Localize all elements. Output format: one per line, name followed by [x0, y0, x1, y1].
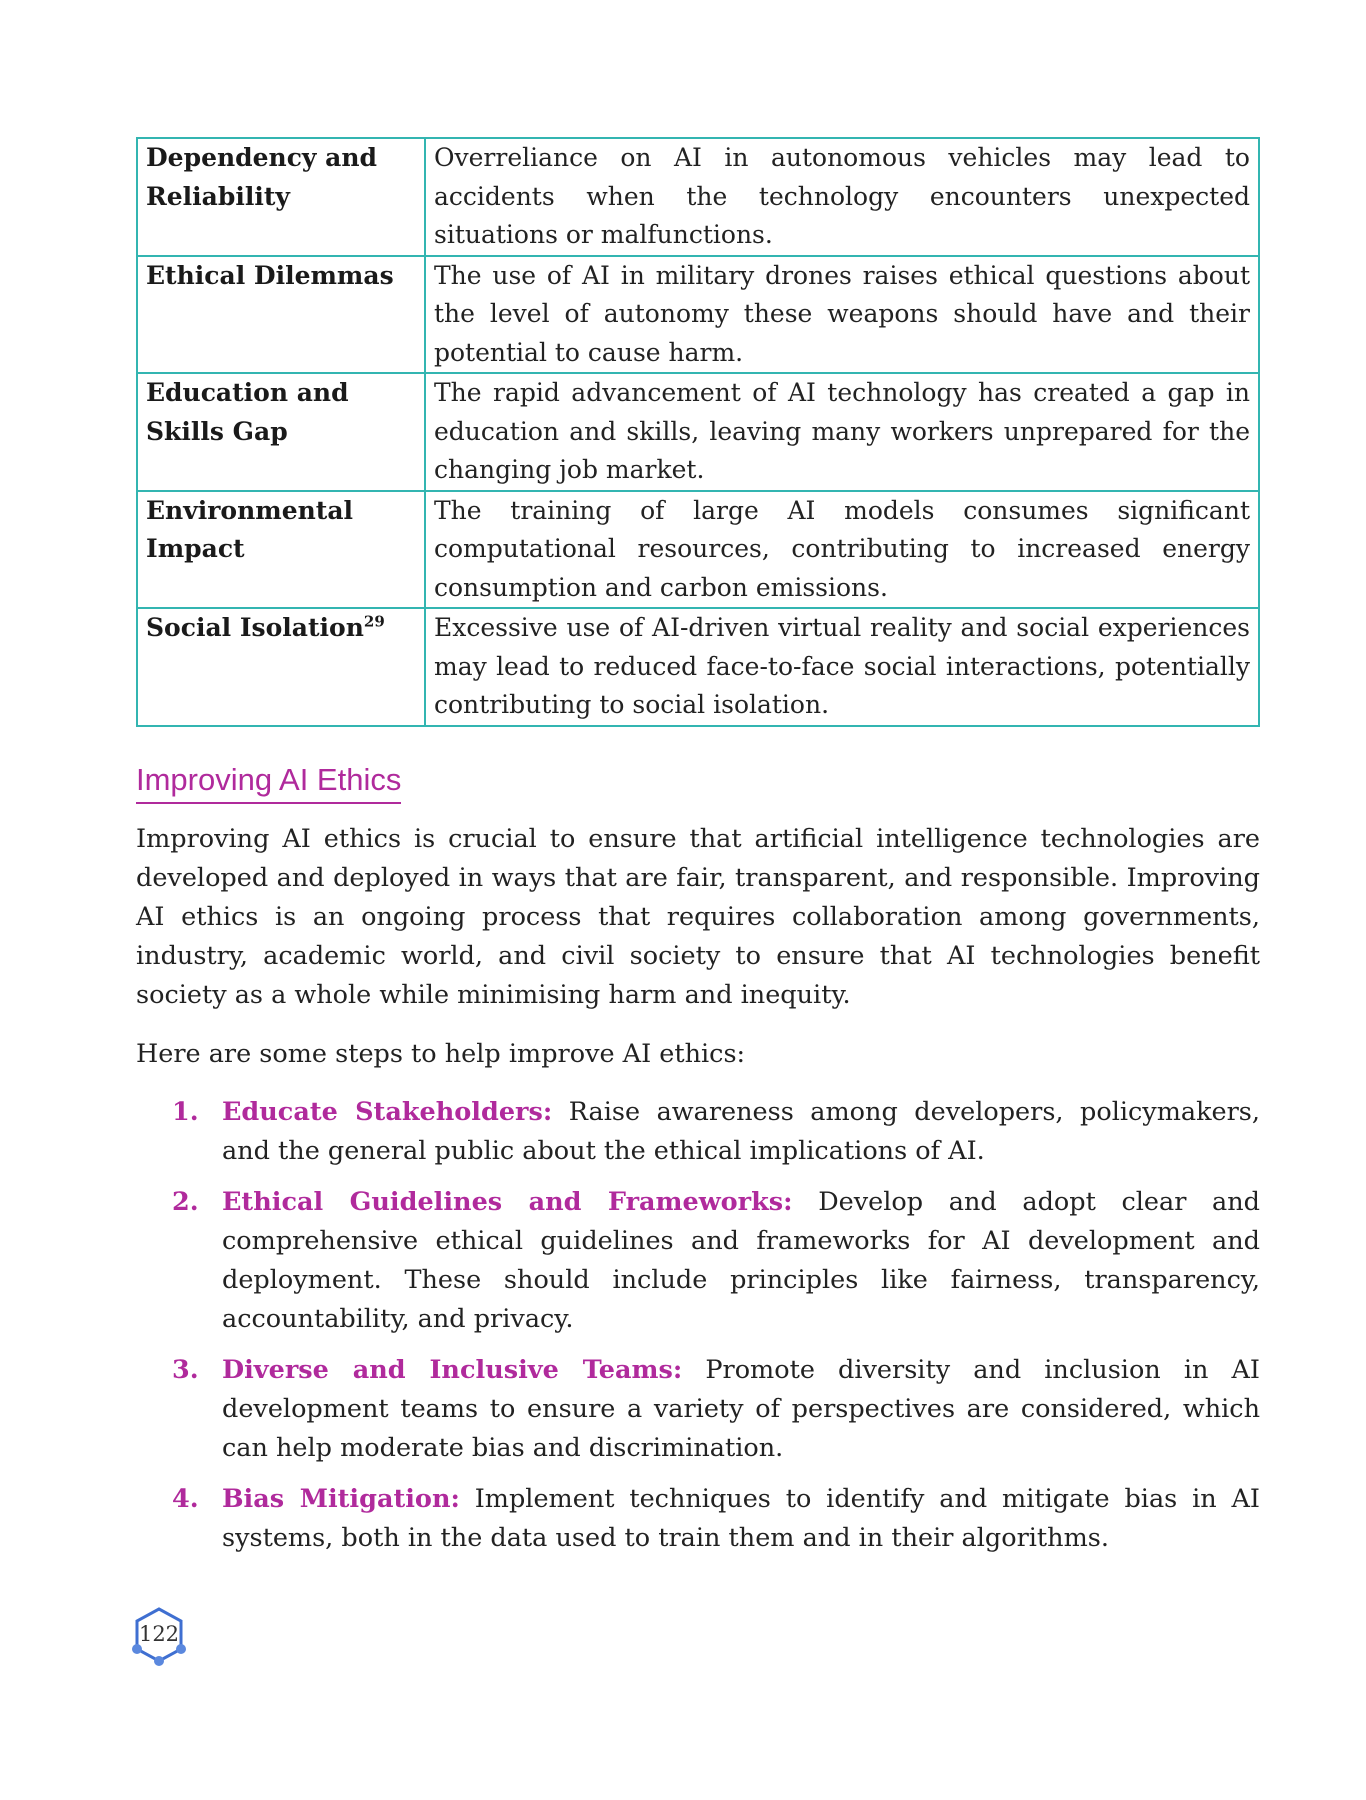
list-item: [136, 1480, 1260, 1558]
description-cell: The training of large AI models consumes significant computational resources, contributing to increased energy consumption and carbon emissions.: [425, 491, 1259, 609]
step-text: Implement techniques to identify and mitigate bias in AI systems, both in the data used to train them and in their algorithms.: [222, 1484, 1260, 1553]
term-text: Environmental Impact: [146, 495, 354, 563]
table-row: [137, 608, 1259, 726]
step-title: Ethical Guidelines and Frameworks:: [222, 1187, 793, 1217]
section-heading: Improving AI Ethics: [136, 760, 401, 804]
term-text: Education and Skills Gap: [146, 378, 349, 446]
step-text: Develop and adopt clear and comprehensive ethical guidelines and frameworks for AI development and deployment. These should include principles like fairness, transparency, accountability, and privacy.: [222, 1187, 1260, 1334]
step-title: Educate Stakeholders:: [222, 1097, 553, 1127]
step-number: 2.: [172, 1187, 199, 1217]
page-badge: [131, 1605, 187, 1667]
page-number: 122: [138, 1622, 180, 1646]
table-row: [137, 256, 1259, 374]
ai-risks-table: [136, 137, 1260, 727]
table-row: [137, 491, 1259, 609]
intro-paragraph: Improving AI ethics is crucial to ensure that artificial intelligence technologies are developed and deployed in ways that are fair, transparent, and responsible. Improving AI ethics is an ongoing process that requires collaboration among governments, industry, academic world, and civil society to ensure that AI technologies benefit society as a whole while minimising harm and inequity.: [136, 824, 1260, 1010]
step-text: Promote diversity and inclusion in AI development teams to ensure a variety of perspectives are considered, which can help moderate bias and discrimination.: [222, 1355, 1260, 1463]
term-text: Social Isolation: [146, 613, 364, 642]
table-row: [137, 138, 1259, 256]
term-cell: [137, 256, 425, 374]
description-cell: The rapid advancement of AI technology has created a gap in education and skills, leaving many workers unprepared for the changing job market.: [425, 373, 1259, 491]
term-cell: [137, 608, 425, 726]
description-cell: Overreliance on AI in autonomous vehicles may lead to accidents when the technology encounters unexpected situations or malfunctions.: [425, 138, 1259, 256]
step-title: Diverse and Inclusive Teams:: [222, 1355, 683, 1385]
term-text: Ethical Dilemmas: [146, 260, 394, 290]
step-title: Bias Mitigation:: [222, 1484, 460, 1514]
table-row: [137, 373, 1259, 491]
term-cell: [137, 138, 425, 256]
description-cell: The use of AI in military drones raises ethical questions about the level of autonomy these weapons should have and their potential to cause harm.: [425, 256, 1259, 374]
step-text: Raise awareness among developers, policymakers, and the general public about the ethical implications of AI.: [222, 1097, 1261, 1166]
description-cell: Excessive use of AI-driven virtual reality and social experiences may lead to reduced face-to-face social interactions, potentially contributing to social isolation.: [425, 608, 1259, 726]
list-item: [136, 1351, 1260, 1468]
step-number: 4.: [172, 1484, 199, 1514]
term-text: Dependency and Reliability: [146, 143, 378, 211]
list-item: [136, 1093, 1260, 1171]
term-cell: [137, 373, 425, 491]
risks-table-container: [136, 137, 1260, 727]
step-number: 1.: [172, 1097, 199, 1127]
footnote-reference[interactable]: 29: [363, 612, 385, 631]
term-cell: [137, 491, 425, 609]
step-number: 3.: [172, 1355, 199, 1385]
steps-list: [136, 1093, 1260, 1570]
steps-lead-text: Here are some steps to help improve AI ethics:: [136, 1039, 746, 1069]
list-item: [136, 1183, 1260, 1339]
